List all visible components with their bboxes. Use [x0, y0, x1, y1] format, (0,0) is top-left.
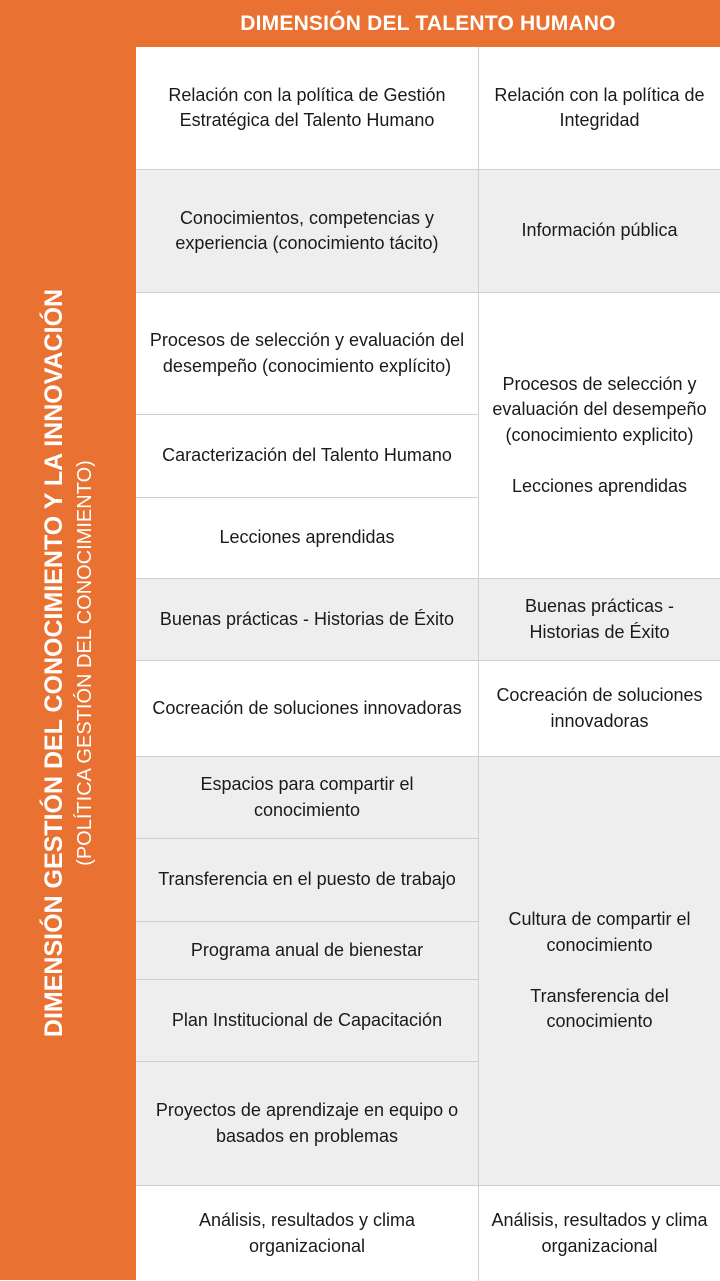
side-header-bar: [0, 47, 136, 1280]
right-cell-co-creation: Cocreación de soluciones innovadoras: [479, 661, 720, 757]
right-cell-best-practices: Buenas prácticas - Historias de Éxito: [479, 579, 720, 661]
right-cell-sharing-culture: Cultura de compartir el conocimiento Transferencia del conocimiento: [479, 757, 720, 1186]
side-header-subtitle: (POLÍTICA GESTIÓN DEL CONOCIMIENTO): [74, 460, 96, 866]
right-cell-organizational-climate: Análisis, resultados y clima organizacional: [479, 1186, 720, 1281]
left-cell-sharing-spaces: Espacios para compartir el conocimiento: [136, 757, 479, 839]
left-cell-co-creation: Cocreación de soluciones innovadoras: [136, 661, 479, 757]
side-header-title: DIMENSIÓN GESTIÓN DEL CONOCIMIENTO Y LA INNOVACIÓN: [40, 288, 68, 1038]
comparison-grid: [136, 47, 720, 1280]
left-cell-training-plan: Plan Institucional de Capacitación: [136, 980, 479, 1062]
top-header-bar: [0, 0, 720, 47]
left-cell-talent-policy: Relación con la política de Gestión Estratégica del Talento Humano: [136, 47, 479, 170]
right-cell-selection-and-lessons: Procesos de selección y evaluación del desempeño (conocimiento explicito) Lecciones aprendidas: [479, 293, 720, 579]
top-header-title: DIMENSIÓN DEL TALENTO HUMANO: [240, 11, 616, 35]
left-cell-tacit-knowledge: Conocimientos, competencias y experiencia (conocimiento tácito): [136, 170, 479, 293]
left-cell-organizational-climate: Análisis, resultados y clima organizacional: [136, 1186, 479, 1281]
right-cell-public-information: Información pública: [479, 170, 720, 293]
left-cell-job-transfer: Transferencia en el puesto de trabajo: [136, 839, 479, 922]
left-cell-selection-processes: Procesos de selección y evaluación del desempeño (conocimiento explícito): [136, 293, 479, 415]
left-cell-wellbeing-program: Programa anual de bienestar: [136, 922, 479, 980]
left-cell-learning-projects: Proyectos de aprendizaje en equipo o basados en problemas: [136, 1062, 479, 1186]
left-cell-best-practices: Buenas prácticas - Historias de Éxito: [136, 579, 479, 661]
right-cell-integrity-policy: Relación con la política de Integridad: [479, 47, 720, 170]
side-header-text: [37, 289, 99, 1037]
left-cell-talent-characterization: Caracterización del Talento Humano: [136, 415, 479, 498]
left-cell-lessons-learned: Lecciones aprendidas: [136, 498, 479, 579]
